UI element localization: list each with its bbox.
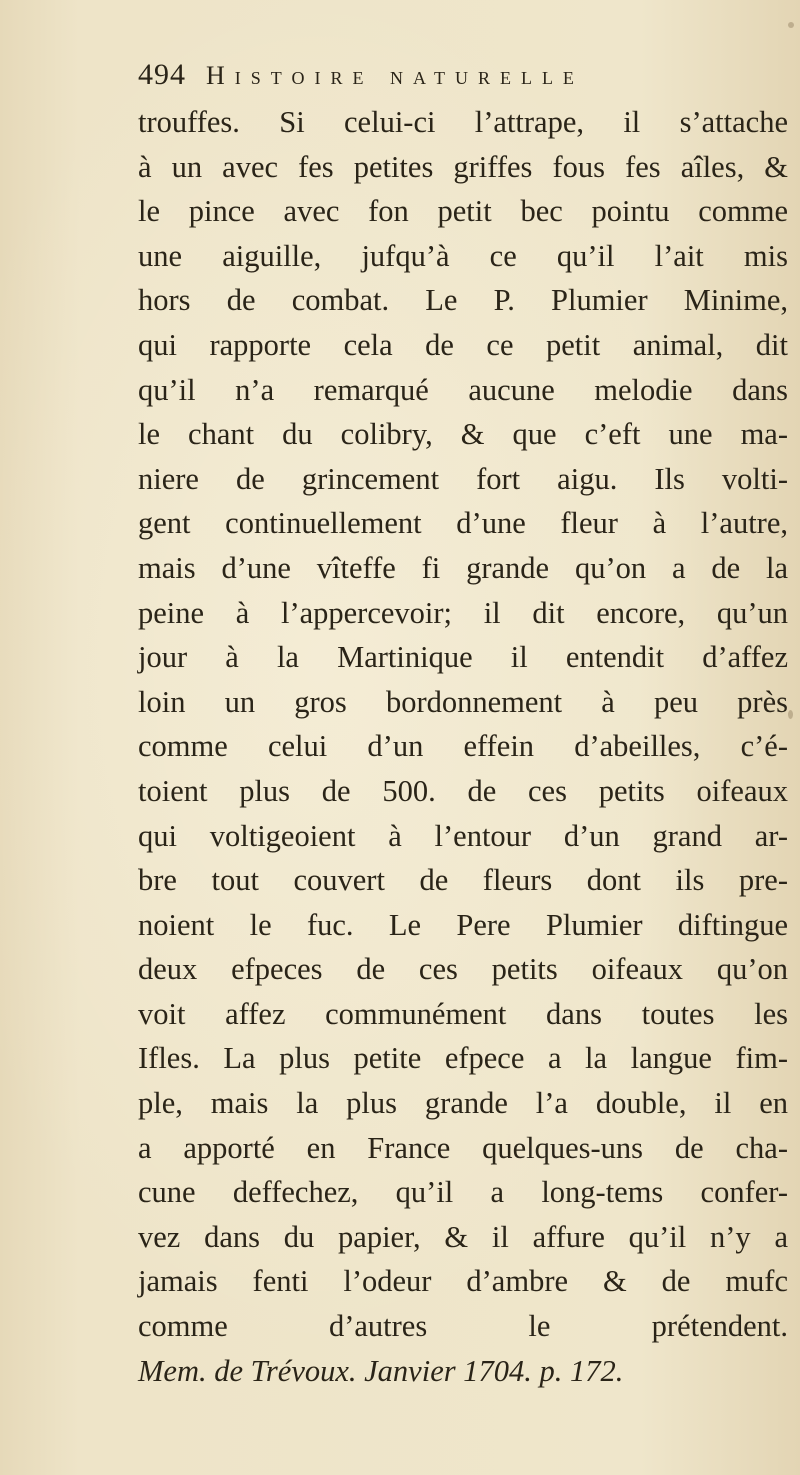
- paper-speck: [788, 22, 794, 28]
- text-line: Ifles. La plus petite efpece a la langue fim-: [138, 1041, 788, 1076]
- text-line: bre tout couvert de fleurs dont ils pre-: [138, 863, 788, 898]
- text-line: hors de combat. Le P. Plumier Minime,: [138, 283, 788, 318]
- text-line: mais d’une vîteffe fi grande qu’on a de la: [138, 550, 788, 585]
- text-line: le chant du colibry, & que c’eft une ma-: [138, 417, 788, 452]
- text-line: deux efpeces de ces petits oifeaux qu’on: [138, 952, 788, 987]
- text-line: une aiguille, jufqu’à ce qu’il l’ait mis: [138, 238, 788, 273]
- page-number: 494: [138, 58, 186, 91]
- text-line: peine à l’appercevoir; il dit encore, qu’un: [138, 595, 788, 630]
- text-line: à un avec fes petites griffes fous fes aîles, &: [138, 149, 788, 184]
- text-line: vez dans du papier, & il affure qu’il n’y a: [138, 1219, 788, 1254]
- text-line: niere de grincement fort aigu. Ils volti-: [138, 461, 788, 496]
- text-line: le pince avec fon petit bec pointu comme: [138, 194, 788, 229]
- text-line: a apporté en France quelques-uns de cha-: [138, 1130, 788, 1165]
- text-line: trouffes. Si celui-ci l’attrape, il s’attache: [138, 105, 788, 139]
- text-line: jamais fenti l’odeur d’ambre & de mufc: [138, 1264, 788, 1299]
- text-line: loin un gros bordonnement à peu près: [138, 684, 788, 719]
- text-line: cune deffechez, qu’il a long-tems confer-: [138, 1175, 788, 1210]
- text-line: qui voltigeoient à l’entour d’un grand ar-: [138, 818, 788, 853]
- text-line: jour à la Martinique il entendit d’affez: [138, 640, 788, 675]
- page-header: [138, 58, 778, 102]
- text-line: qu’il n’a remarqué aucune melodie dans: [138, 372, 788, 407]
- text-line: gent continuellement d’une fleur à l’autre,: [138, 506, 788, 541]
- text-line: voit affez communément dans toutes les: [138, 996, 788, 1031]
- text-line: comme celui d’un effein d’abeilles, c’é-: [138, 729, 788, 764]
- text-line: noient le fuc. Le Pere Plumier diftingue: [138, 907, 788, 942]
- text-line: toient plus de 500. de ces petits oifeaux: [138, 773, 788, 808]
- running-head: Histoire naturelle: [206, 61, 584, 90]
- body-text: [138, 100, 788, 1393]
- text-line: comme d’autres le prétendent.: [138, 1309, 788, 1344]
- text-line: ple, mais la plus grande l’a double, il en: [138, 1086, 788, 1121]
- text-line: qui rapporte cela de ce petit animal, dit: [138, 327, 788, 362]
- paper-speck: [788, 710, 793, 719]
- citation-line: Mem. de Trévoux. Janvier 1704. p. 172.: [138, 1353, 624, 1388]
